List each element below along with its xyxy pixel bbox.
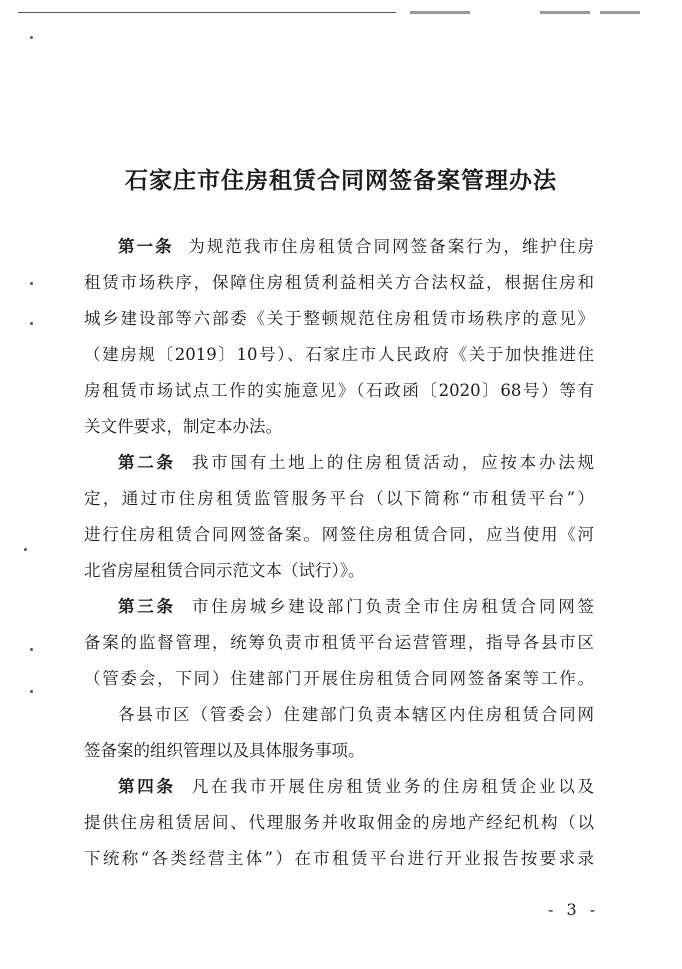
article-2-line-4: 北省房屋租赁合同示范文本（试行）》。 bbox=[84, 561, 365, 580]
article-1-line-2: 租赁市场秩序，保障住房租赁利益相关方合法权益，根据住房和 bbox=[84, 273, 594, 292]
article-3-line-2: 备案的监督管理，统筹负责市租赁平台运营管理，指导各县市区 bbox=[84, 633, 594, 652]
article-1-line-5: 房租赁市场试点工作的实施意见》（石政函〔2020〕68号）等有 bbox=[84, 381, 594, 400]
article-3-line-3: （管委会，下同）住建部门开展住房租赁合同网签备案等工作。 bbox=[84, 669, 594, 688]
article-1-line-4: （建房规〔2019〕10号）、石家庄市人民政府《关于加快推进住 bbox=[84, 345, 594, 364]
scan-mark bbox=[600, 11, 640, 14]
page-title: 石家庄市住房租赁合同网签备案管理办法 bbox=[125, 167, 557, 194]
page-number: - 3 - bbox=[548, 900, 600, 919]
scan-speck bbox=[30, 322, 33, 325]
article-label: 第一条 bbox=[118, 237, 174, 256]
article-1-line-3: 城乡建设部等六部委《关于整顿规范住房租赁市场秩序的意见》 bbox=[84, 309, 594, 328]
scan-speck bbox=[24, 548, 27, 551]
scan-speck bbox=[30, 282, 33, 285]
article-4-line-3: 下统称“各类经营主体”）在市租赁平台进行开业报告按要求录 bbox=[84, 849, 594, 868]
scan-mark bbox=[540, 11, 590, 14]
article-label: 第三条 bbox=[118, 597, 176, 616]
scan-speck bbox=[30, 648, 33, 651]
article-2-line-2: 定，通过市住房租赁监管服务平台（以下简称“市租赁平台”） bbox=[84, 489, 594, 508]
article-3-line-1: 第三条 市住房城乡建设部门负责全市住房租赁合同网签 bbox=[118, 597, 595, 616]
scan-speck bbox=[30, 36, 33, 39]
paragraph-4-line-1: 各县市区（管委会）住建部门负责本辖区内住房租赁合同网 bbox=[118, 705, 594, 724]
article-4-line-2: 提供住房租赁居间、代理服务并收取佣金的房地产经纪机构（以 bbox=[84, 813, 594, 832]
paragraph-4-line-2: 签备案的组织管理以及具体服务事项。 bbox=[84, 741, 365, 760]
scan-speck bbox=[30, 690, 33, 693]
article-1-line-1: 第一条 为规范我市住房租赁合同网签备案行为，维护住房 bbox=[118, 237, 595, 256]
article-label: 第四条 bbox=[118, 777, 176, 796]
article-2-line-1: 第二条 我市国有土地上的住房租赁活动，应按本办法规 bbox=[118, 453, 595, 472]
scan-mark bbox=[410, 11, 470, 14]
article-4-line-1: 第四条 凡在我市开展住房租赁业务的住房租赁企业以及 bbox=[118, 777, 595, 796]
header-rule bbox=[18, 12, 396, 13]
article-label: 第二条 bbox=[118, 453, 176, 472]
article-2-line-3: 进行住房租赁合同网签备案。网签住房租赁合同，应当使用《河 bbox=[84, 525, 594, 544]
article-1-line-6: 关文件要求，制定本办法。 bbox=[84, 417, 282, 436]
